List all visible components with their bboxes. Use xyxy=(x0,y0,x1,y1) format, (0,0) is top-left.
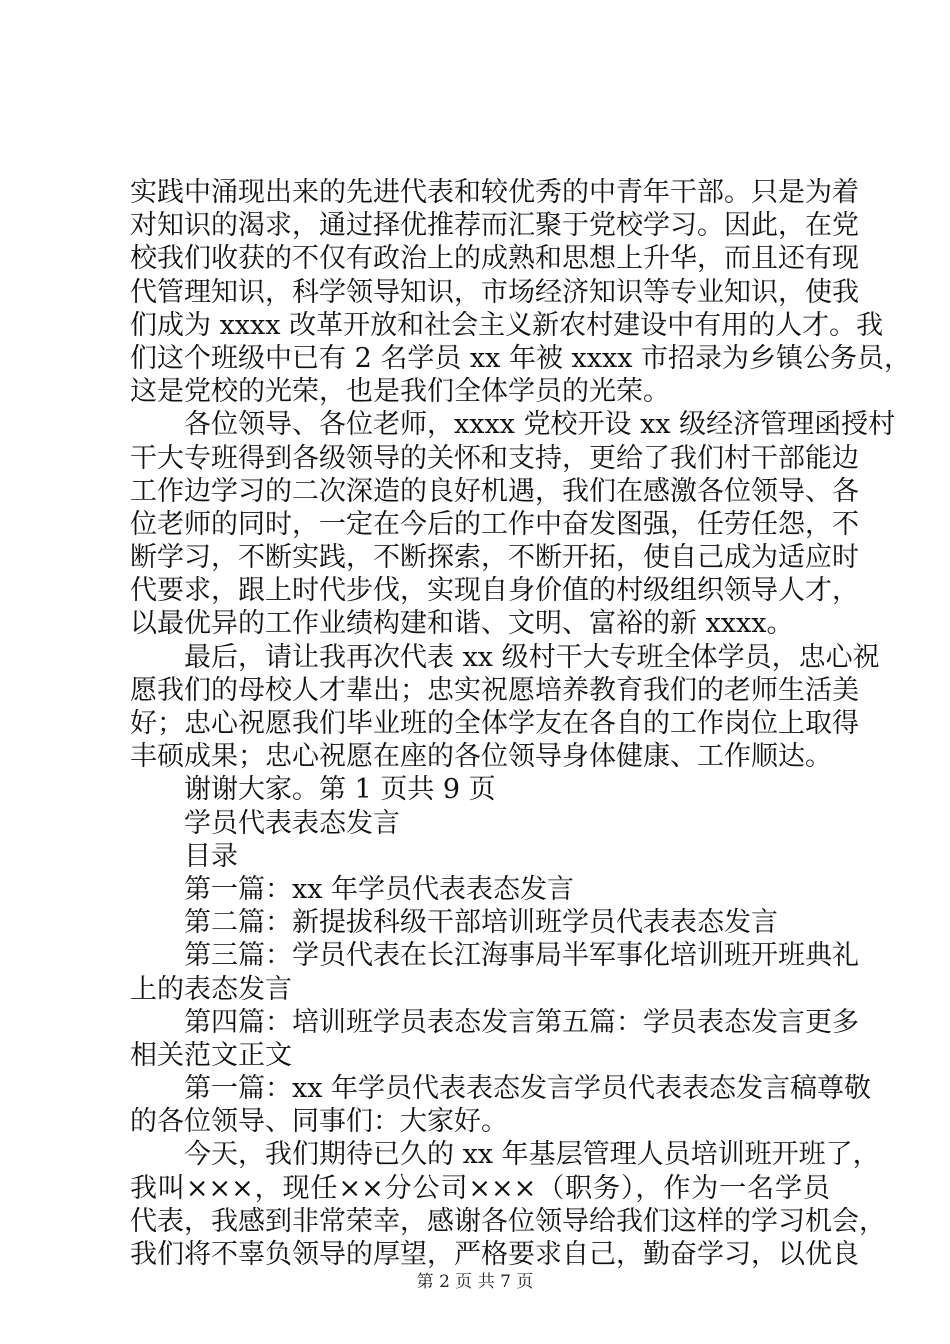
paragraph-start-line: 各位领导、各位老师，xxxx 党校开设 xx 级经济管理函授村 xyxy=(184,409,896,441)
text-line: 好；忠心祝愿我们毕业班的全体学友在各自的工作岗位上取得 xyxy=(130,708,859,739)
text-line: 工作边学习的二次深造的良好机遇，我们在感激各位领导、各 xyxy=(130,475,859,507)
text-line: 以最优异的工作业绩构建和谐、文明、富裕的新 xxxx。 xyxy=(130,608,794,640)
toc-entry: 第三篇：学员代表在长江海事局半军事化培训班开班典礼 xyxy=(184,940,859,972)
toc-entry: 第一篇：xx 年学员代表表态发言 xyxy=(184,873,575,905)
body-text xyxy=(130,176,912,1271)
toc-entry-continuation: 上的表态发言 xyxy=(130,973,292,1005)
text-line: 代管理知识，科学领导知识，市场经济知识等专业知识，使我 xyxy=(130,276,859,308)
page-footer xyxy=(0,1271,950,1293)
text-line: 的各位领导、同事们：大家好。 xyxy=(130,1106,508,1138)
text-line: 代表，我感到非常荣幸，感谢各位领导给我们这样的学习机会， xyxy=(130,1205,886,1237)
text-line: 代要求，跟上时代步伐，实现自身价值的村级组织领导人才， xyxy=(130,575,859,607)
text-line: 们成为 xxxx 改革开放和社会主义新农村建设中有用的人才。我 xyxy=(130,309,884,341)
text-line: 位老师的同时，一定在今后的工作中奋发图强，任劳任怨，不 xyxy=(130,508,859,540)
page-number: 第 2 页 共 7 页 xyxy=(416,1272,534,1292)
text-line: 实践中涌现出来的先进代表和较优秀的中青年干部。只是为着 xyxy=(130,177,859,208)
toc-heading: 目录 xyxy=(184,840,238,872)
paragraph-start-line: 第一篇：xx 年学员代表表态发言学员代表表态发言稿尊敬 xyxy=(184,1073,872,1105)
toc-entry: 第四篇：培训班学员表态发言第五篇：学员表态发言更多 xyxy=(184,1006,859,1038)
text-line: 干大专班得到各级领导的关怀和支持，更给了我们村干部能边 xyxy=(130,442,859,474)
toc-entry-continuation: 相关范文正文 xyxy=(130,1039,292,1071)
text-line: 愿我们的母校人才辈出；忠实祝愿培养教育我们的老师生活美 xyxy=(130,674,859,706)
text-line: 校我们收获的不仅有政治上的成熟和思想上升华，而且还有现 xyxy=(130,243,859,275)
section-title: 学员代表表态发言 xyxy=(184,807,400,839)
text-line: 丰硕成果；忠心祝愿在座的各位领导身体健康、工作顺达。 xyxy=(130,741,832,773)
text-line: 这是党校的光荣，也是我们全体学员的光荣。 xyxy=(130,376,670,408)
toc-entry: 第二篇：新提拔科级干部培训班学员代表表态发言 xyxy=(184,907,778,939)
text-line: 们这个班级中已有 2 名学员 xx 年被 xxxx 市招录为乡镇公务员， xyxy=(130,342,912,374)
text-line: 我叫×××，现任××分公司×××（职务），作为一名学员 xyxy=(130,1172,830,1204)
paragraph-start-line: 谢谢大家。第 1 页共 9 页 xyxy=(184,774,496,806)
text-line: 我们将不辜负领导的厚望，严格要求自己，勤奋学习，以优良 xyxy=(130,1239,859,1270)
text-line: 断学习，不断实践，不断探索，不断开拓，使自己成为适应时 xyxy=(130,542,859,574)
paragraph-start-line: 今天，我们期待已久的 xx 年基层管理人员培训班开班了， xyxy=(184,1139,880,1171)
paragraph-start-line: 最后，请让我再次代表 xx 级村干大专班全体学员，忠心祝 xyxy=(184,641,880,673)
text-line: 对知识的渴求，通过择优推荐而汇聚于党校学习。因此，在党 xyxy=(130,210,859,242)
